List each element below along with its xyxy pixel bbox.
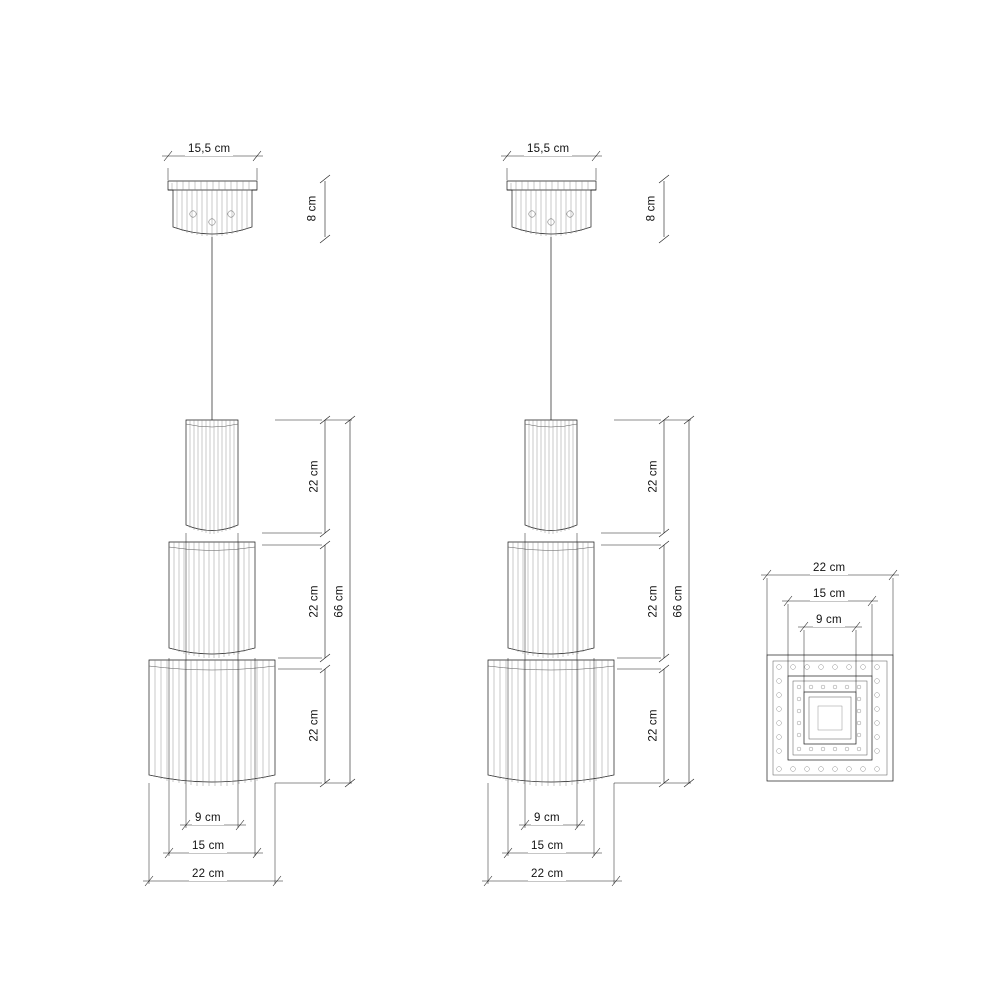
canopy-left xyxy=(168,181,257,237)
label-tier1-width-left: 9 cm xyxy=(192,812,224,825)
label-tier3-width-left: 22 cm xyxy=(189,868,227,881)
tier-top-left xyxy=(186,420,238,534)
tier-bottom-right xyxy=(488,660,614,786)
dim-plan-outer xyxy=(761,570,899,655)
dim-tier3-height-right xyxy=(614,665,669,787)
label-plan-outer-width: 22 cm xyxy=(810,562,848,575)
label-tier2-height-left: 22 cm xyxy=(309,582,322,620)
label-tier1-height-left: 22 cm xyxy=(309,457,322,495)
label-plan-inner-width: 9 cm xyxy=(813,614,845,627)
label-canopy-height-left: 8 cm xyxy=(306,193,319,225)
label-tier3-height-right: 22 cm xyxy=(648,706,661,744)
label-plan-middle-width: 15 cm xyxy=(810,588,848,601)
canopy-right xyxy=(507,181,596,237)
label-total-height-left: 66 cm xyxy=(334,582,347,620)
tier-bottom-left xyxy=(149,660,275,786)
label-canopy-width-left: 15,5 cm xyxy=(185,143,233,156)
label-tier2-height-right: 22 cm xyxy=(648,582,661,620)
label-canopy-width-right: 15,5 cm xyxy=(524,143,572,156)
label-tier2-width-right: 15 cm xyxy=(528,840,566,853)
tier-middle-left xyxy=(169,542,255,658)
tier-top-right xyxy=(525,420,577,534)
label-tier3-width-right: 22 cm xyxy=(528,868,566,881)
tier-middle-right xyxy=(508,542,594,658)
plan-view xyxy=(761,570,899,781)
label-tier1-width-right: 9 cm xyxy=(531,812,563,825)
label-tier3-height-left: 22 cm xyxy=(309,706,322,744)
dim-tier3-height-left xyxy=(275,665,330,787)
label-tier1-height-right: 22 cm xyxy=(648,457,661,495)
label-canopy-height-right: 8 cm xyxy=(645,193,658,225)
dim-canopy-height-left xyxy=(320,175,330,243)
label-total-height-right: 66 cm xyxy=(673,582,686,620)
elevation-left xyxy=(143,151,355,886)
elevation-right xyxy=(482,151,694,886)
dim-canopy-height-right xyxy=(659,175,669,243)
label-tier2-width-left: 15 cm xyxy=(189,840,227,853)
